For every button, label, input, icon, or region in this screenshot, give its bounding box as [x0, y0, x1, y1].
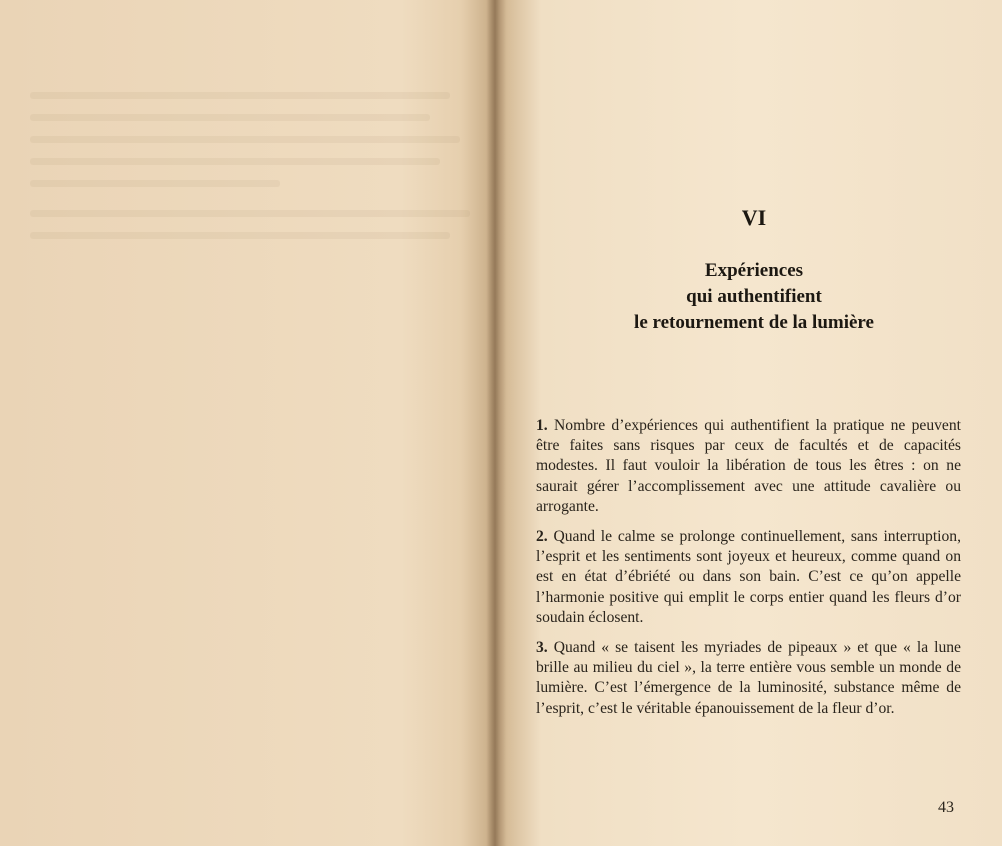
paragraph-text: Quand « se taisent les myriades de pipeaux » et que « la lune brille au milieu du ciel », la terre entière vous semble un monde de lumière. C’est l’émergence de la luminosité, substance même de l’esprit, c’est le véritable épanouissement de la fleur d’or.: [536, 639, 961, 717]
left-page: [0, 0, 486, 846]
chapter-title: [506, 258, 1002, 336]
bleed-through-line: [30, 158, 440, 165]
bleed-through-line: [30, 180, 280, 187]
bleed-through-line: [30, 114, 430, 121]
bleed-through-line: [30, 92, 450, 99]
paragraph-2: [536, 527, 961, 628]
body-text: [536, 416, 961, 729]
chapter-title-line: le retournement de la lumière: [634, 312, 874, 333]
paragraph-number: 2.: [536, 528, 548, 546]
chapter-number: VI: [741, 205, 767, 230]
paragraph-text: Nombre d’expériences qui authentifient la pratique ne peuvent être faites sans risques par ceux de facultés et de capacités modestes. Il faut vouloir la libération de tous les êtres : on ne saurait gérer l’accomplissement avec une attitude cavalière ou arrogante.: [536, 417, 961, 515]
chapter-title-line: Expériences: [704, 260, 804, 281]
bleed-through-line: [30, 232, 450, 239]
paragraph-text: Quand le calme se prolonge continuellement, sans interruption, l’esprit et les sentiments sont joyeux et heureux, comme quand on est en état d’ébriété ou dans son bain. C’est ce qu’on appelle l’harmonie positive qui emplit le corps entier quand les fleurs d’or soudain éclosent.: [536, 528, 961, 626]
chapter-title-line: qui authentifient: [686, 286, 822, 307]
paragraph-3: [536, 638, 961, 719]
paragraph-number: 3.: [536, 639, 548, 657]
paragraph-1: [536, 416, 961, 517]
bleed-through-line: [30, 136, 460, 143]
page-number: 43: [938, 799, 954, 816]
paragraph-number: 1.: [536, 417, 548, 434]
bleed-through-line: [30, 210, 470, 217]
right-page: [506, 0, 1002, 846]
book-spine: [486, 0, 506, 846]
